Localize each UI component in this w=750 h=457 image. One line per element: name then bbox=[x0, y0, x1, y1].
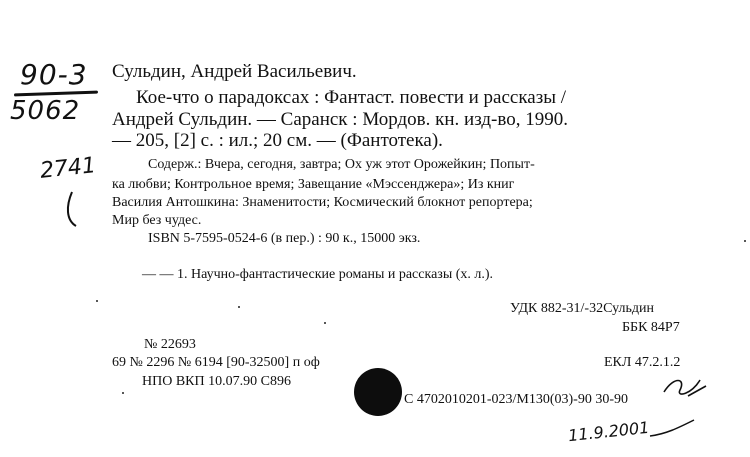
classification-code: С 4702010201-023/М130(03)-90 30-90 bbox=[404, 392, 628, 407]
publisher-line: НПО ВКП 10.07.90 С896 bbox=[142, 374, 291, 389]
author-heading: Сульдин, Андрей Васильевич. bbox=[112, 61, 357, 82]
bbk-code: ББК 84Р7 bbox=[622, 320, 680, 335]
handwritten-date-note: 11.9.2001 bbox=[567, 417, 651, 446]
record-number: № 22693 bbox=[144, 337, 196, 352]
date-flourish bbox=[648, 418, 698, 440]
corner-scribble bbox=[660, 372, 710, 404]
contents-line-4: Мир без чудес. bbox=[112, 213, 202, 228]
scan-speck bbox=[744, 240, 746, 242]
handwritten-call-number-top: 90-3 bbox=[20, 58, 88, 91]
title-line-2: Андрей Сульдин. — Саранск : Мордов. кн. изд-во, 1990. bbox=[112, 109, 568, 130]
handwritten-call-number-bottom: 5062 bbox=[10, 96, 81, 126]
contents-line-3: Василия Антошкина: Знаменитости; Космический блокнот репортера; bbox=[112, 195, 533, 210]
isbn-line: ISBN 5-7595-0524-6 (в пер.) : 90 к., 15000 экз. bbox=[148, 231, 421, 246]
scan-speck bbox=[122, 392, 124, 394]
udk-code: УДК 882-31/-32Сульдин bbox=[510, 301, 654, 316]
title-line-3: — 205, [2] с. : ил.; 20 см. — (Фантотека). bbox=[112, 130, 443, 151]
ink-blot-stamp bbox=[354, 368, 402, 416]
subject-heading: — — 1. Научно-фантастические романы и рассказы (х. л.). bbox=[142, 267, 494, 282]
ekl-code: ЕКЛ 47.2.1.2 bbox=[604, 355, 681, 370]
scan-speck bbox=[238, 306, 240, 308]
contents-line-1: Содерж.: Вчера, сегодня, завтра; Ох уж этот Орожейкин; Попыт- bbox=[148, 157, 535, 172]
scan-speck bbox=[324, 322, 326, 324]
contents-line-2: ка любви; Контрольное время; Завещание «Мэссенджера»; Из книг bbox=[112, 177, 515, 192]
margin-hook-scrawl bbox=[62, 190, 92, 230]
order-line: 69 № 2296 № 6194 [90-32500] п оф bbox=[112, 355, 320, 370]
title-line-1: Кое-что о парадоксах : Фантаст. повести и рассказы / bbox=[136, 87, 567, 108]
handwritten-margin-mark: 2741 bbox=[38, 153, 98, 184]
scan-speck bbox=[96, 300, 98, 302]
